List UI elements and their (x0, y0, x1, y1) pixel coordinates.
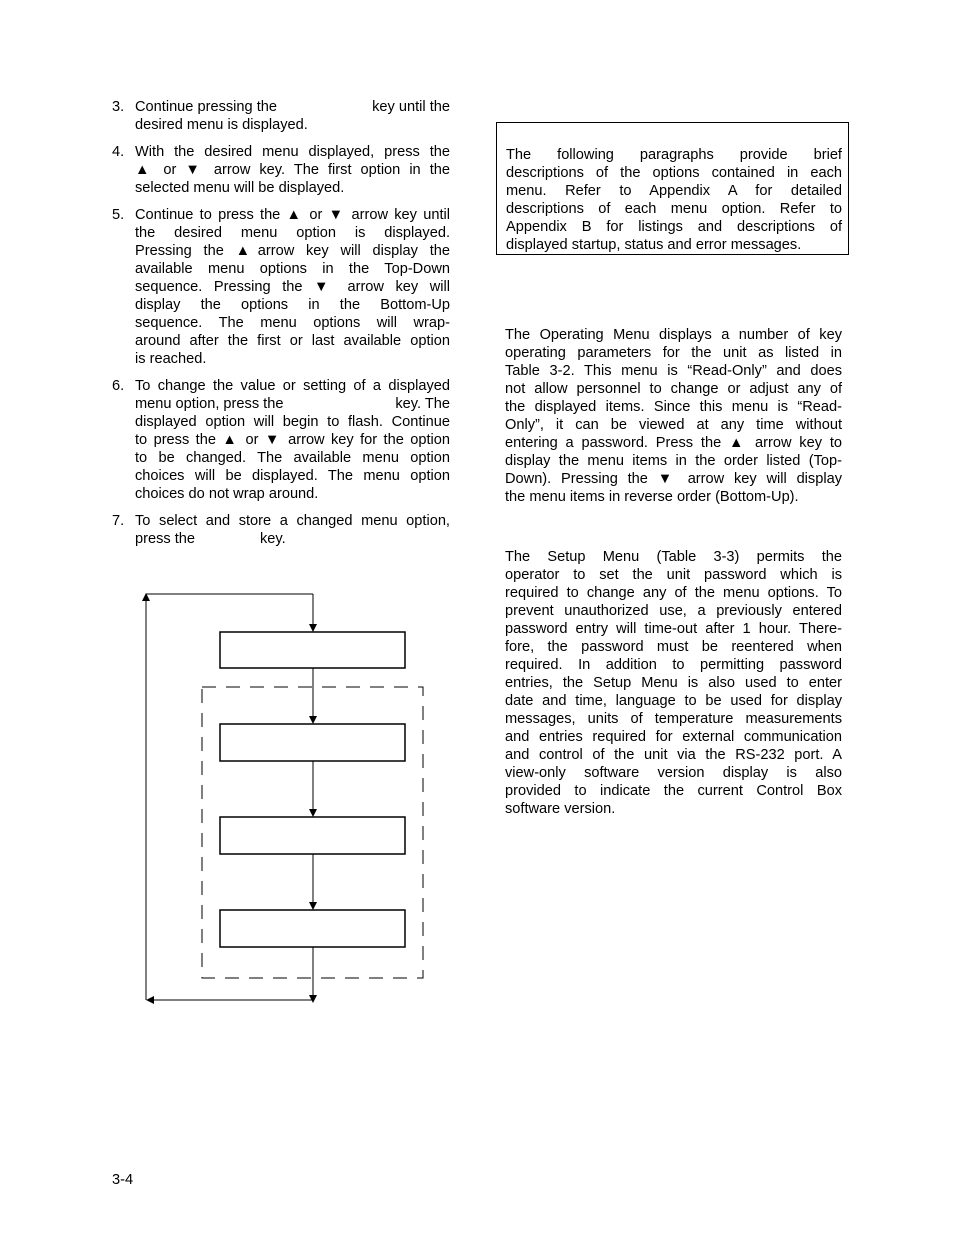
flow-box-2 (220, 724, 405, 761)
step-text-line: selected menu will be displayed. (135, 180, 345, 196)
paragraph-line: Table 3-2. This menu is “Read-Only” and does (505, 363, 842, 379)
step-text-line: sequence. Pressing the ▼ arrow key will (135, 279, 450, 295)
paragraph-line: entries, the Setup Menu is also used to enter (505, 675, 842, 691)
paragraph-line: password entry will time-out after 1 hour. There- (505, 621, 842, 637)
step-text-line: is reached. (135, 351, 207, 367)
step-text-line: With the desired menu displayed, press the (135, 144, 450, 160)
paragraph-line: not allow personnel to change or adjust any of (505, 381, 842, 397)
note-text (506, 146, 842, 254)
flow-box-3 (220, 817, 405, 854)
paragraph-line: view-only software version display is also (505, 765, 842, 781)
step-text-line: displayed option will begin to flash. Continue (135, 414, 450, 430)
note-line: descriptions of the options contained in each (506, 165, 842, 181)
paragraph-line: The Operating Menu displays a number of key (505, 327, 842, 343)
step-number: 6. (112, 378, 125, 394)
flow-box-4 (220, 910, 405, 947)
paragraph-line: operator to set the unit password which is (505, 567, 842, 583)
step-number: 7. (112, 513, 125, 529)
paragraph-line: operating parameters for the unit as listed in (505, 345, 842, 361)
paragraph-line: messages, units of temperature measurements (505, 711, 842, 727)
step-text-line: display the options in the Bottom-Up (135, 297, 450, 313)
paragraph-line: Down). Pressing the ▼ arrow key will display (505, 471, 842, 487)
step-text-line: key until the (372, 99, 450, 115)
paragraph-line: The Setup Menu (Table 3-3) permits the (505, 549, 842, 565)
paragraph-line: required. In addition to permitting password (505, 657, 842, 673)
step-text-line: choices will be displayed. The menu option (135, 468, 450, 484)
paragraph-line: date and time, language to be used for display (505, 693, 842, 709)
paragraph-line: prevent unauthorized use, a previously entered (505, 603, 842, 619)
step-text-line: key. The (395, 396, 450, 412)
paragraph-line: required to change any of the menu options. To (505, 585, 842, 601)
operating-menu-paragraph (505, 326, 842, 506)
paragraph-line: provided to indicate the current Control Box (505, 783, 842, 799)
note-line: Appendix B for listings and descriptions of (506, 219, 842, 235)
step-text-line: around after the first or last available option (135, 333, 450, 349)
step-text-line: sequence. The menu options will wrap- (135, 315, 450, 331)
step-number: 4. (112, 144, 125, 160)
step-text-line: Continue pressing the (135, 99, 277, 115)
step-text-line: menu option, press the (135, 396, 284, 412)
paragraph-line: fore, the password must be reentered when (505, 639, 842, 655)
step-text-line: the desired menu option is displayed. (135, 225, 450, 241)
step-number: 5. (112, 207, 125, 223)
paragraph-line: software version. (505, 801, 616, 817)
flow-box-top (220, 632, 405, 668)
note-line: displayed startup, status and error messages. (506, 237, 802, 253)
note-line: The following paragraphs provide brief (506, 147, 842, 163)
step-text-line: key. (260, 531, 286, 547)
note-box (496, 122, 849, 255)
note-line: menu. Refer to Appendix A for detailed (506, 183, 842, 199)
step-text-line: ▲ or ▼ arrow key. The first option in the (135, 162, 450, 178)
step-text-line: to be changed. The available menu option (135, 450, 450, 466)
step-text-line: to press the ▲ or ▼ arrow key for the option (135, 432, 450, 448)
paragraph-line: entering a password. Press the ▲ arrow key to (505, 435, 842, 451)
paragraph-line: and control of the unit via the RS-232 port. A (505, 747, 842, 763)
step-text-line: choices do not wrap around. (135, 486, 319, 502)
step-text-line: available menu options in the Top-Down (135, 261, 450, 277)
paragraph-line: the displayed items. Since this menu is “Read- (505, 399, 842, 415)
paragraph-line: and entries required for external communication (505, 729, 842, 745)
step-text-line: Continue to press the ▲ or ▼ arrow key until (135, 207, 450, 223)
paragraph-line: Only”, it can be viewed at any time without (505, 417, 842, 433)
page-number: 3-4 (112, 1172, 134, 1188)
step-number: 3. (112, 99, 125, 115)
step-text-line: To change the value or setting of a displayed (135, 378, 450, 394)
step-text-line: To select and store a changed menu option, (135, 513, 450, 529)
step-text-line: desired menu is displayed. (135, 117, 308, 133)
note-line: descriptions of each menu option. Refer to (506, 201, 842, 217)
step-text-line: press the (135, 531, 196, 547)
paragraph-line: the menu items in reverse order (Bottom-Up). (505, 489, 799, 505)
paragraph-line: display the menu items in the order listed (Top- (505, 453, 842, 469)
step-text-line: Pressing the ▲arrow key will display the (135, 243, 450, 259)
setup-menu-paragraph (505, 548, 842, 818)
